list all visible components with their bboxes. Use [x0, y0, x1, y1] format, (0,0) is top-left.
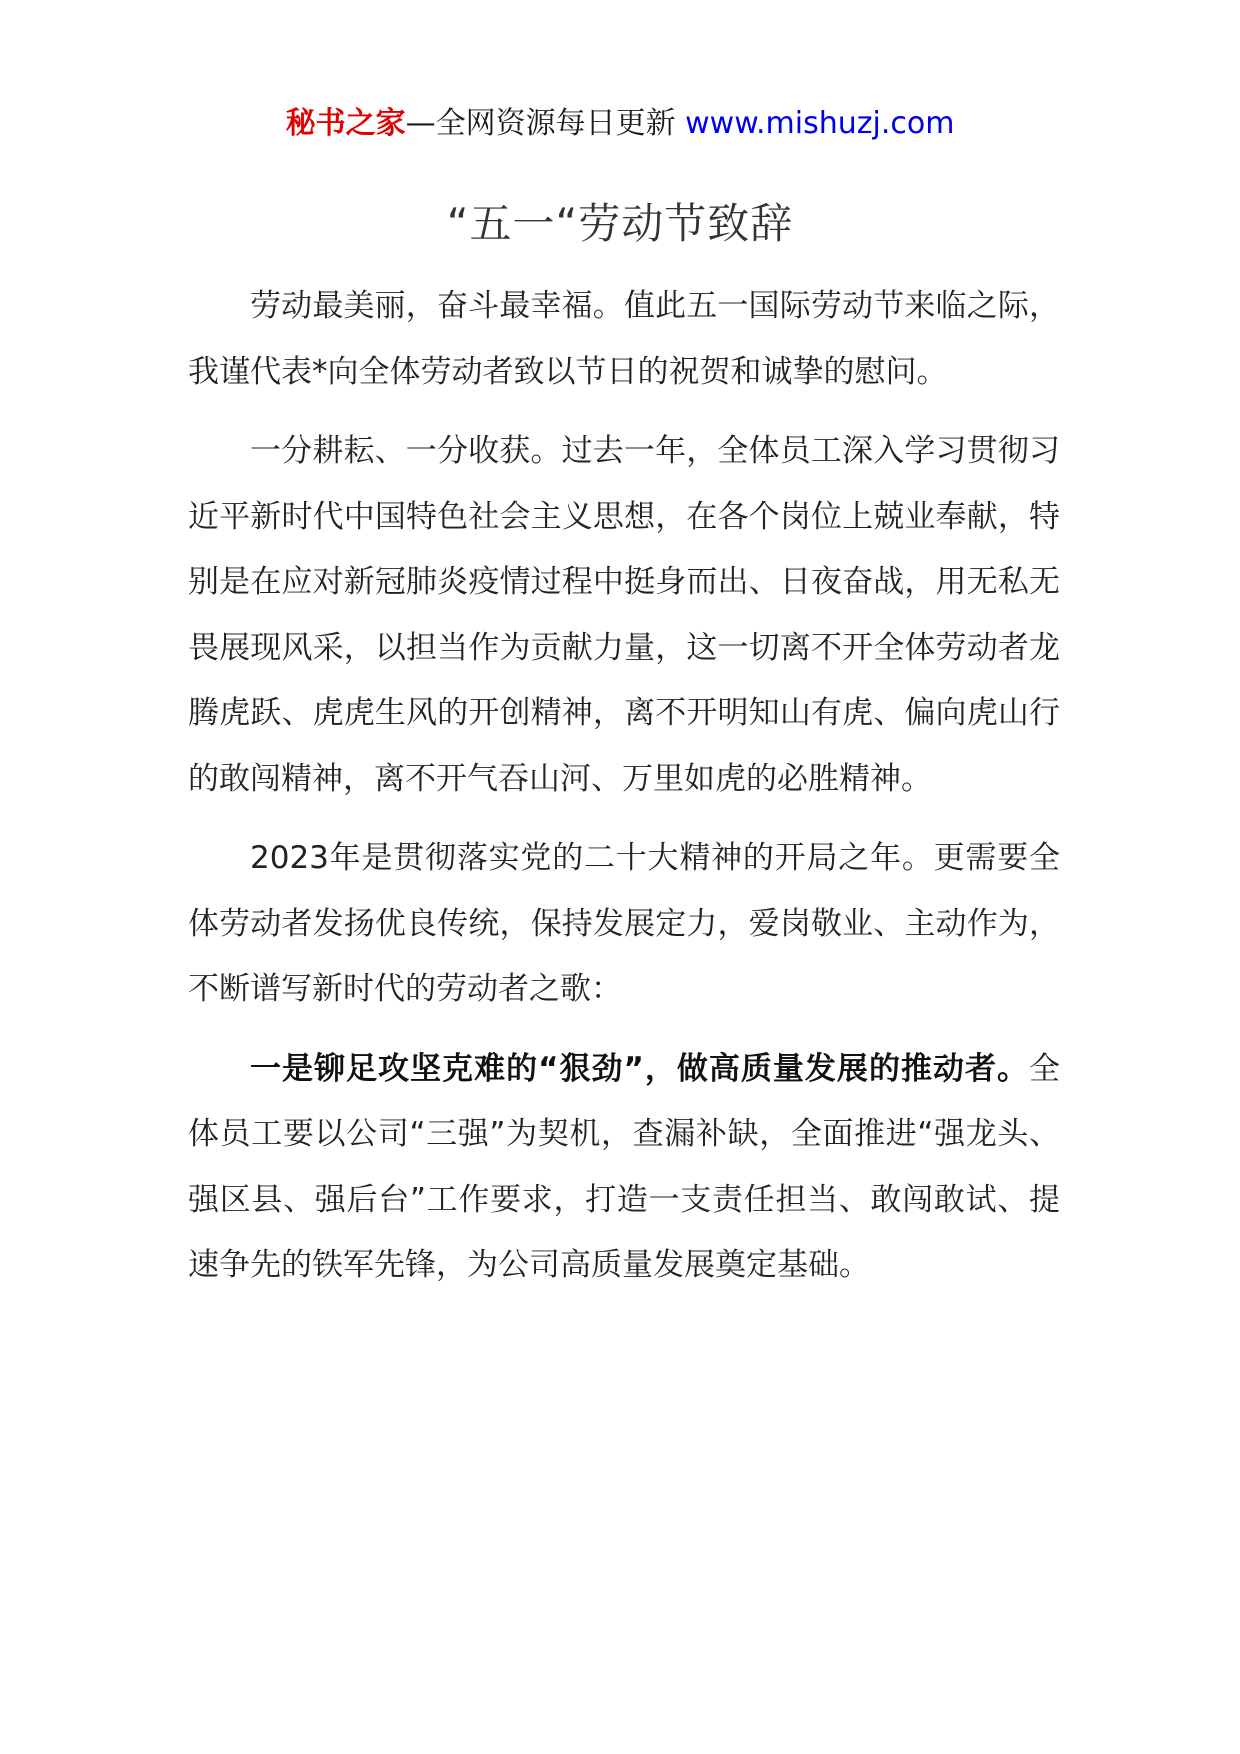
header-tagline: —全网资源每日更新	[405, 106, 686, 141]
paragraph-4-text: 全体员工要以公司“三强”为契机，查漏补缺，全面推进“强龙头、强区县、强后台”工作要求，打造一支责任担当、敢闯敢试、提速争先的铁军先锋，为公司高质量发展奠定基础。	[188, 1050, 1060, 1283]
site-url-link[interactable]: www.mishuzj.com	[685, 106, 955, 141]
paragraph-2: 一分耕耘、一分收获。过去一年，全体员工深入学习贯彻习近平新时代中国特色社会主义思想，在各个岗位上兢业奉献，特别是在应对新冠肺炎疫情过程中挺身而出、日夜奋战，用无私无畏展现风采，以担当作为贡献力量，这一切离不开全体劳动者龙腾虎跃、虎虎生风的开创精神，离不开明知山有虎、偏向虎山行的敢闯精神，离不开气吞山河、万里如虎的必胜精神。	[188, 433, 1060, 797]
paragraph-4	[188, 1037, 1060, 1299]
page-title: “五一“劳动节致辞	[446, 199, 794, 248]
document-body	[188, 274, 1060, 1313]
paragraph-4-heading: 一是铆足攻坚克难的“狠劲”，做高质量发展的推动者。	[250, 1050, 1029, 1087]
paragraph-3: 2023年是贯彻落实党的二十大精神的开局之年。更需要全体劳动者发扬优良传统，保持发展定力，爱岗敬业、主动作为，不断谱写新时代的劳动者之歌：	[188, 840, 1060, 1007]
paragraph-1: 劳动最美丽，奋斗最幸福。值此五一国际劳动节来临之际，我谨代表*向全体劳动者致以节日的祝贺和诚挚的慰问。	[188, 288, 1060, 390]
brand-name: 秘书之家	[285, 106, 406, 141]
site-header	[0, 102, 1240, 146]
